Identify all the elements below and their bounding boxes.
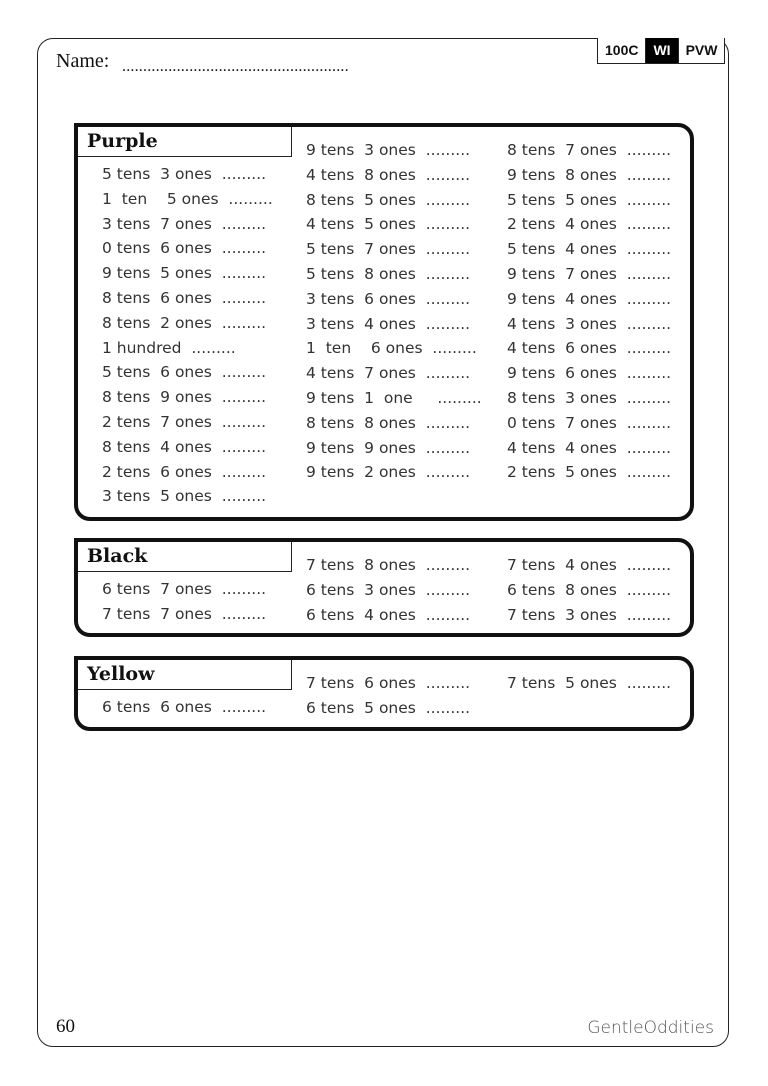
problem-item[interactable]: 3 tens 7 ones ......... [102,214,267,233]
problem-item[interactable]: 9 tens 4 ones ......... [507,289,672,308]
problem-item[interactable]: 2 tens 5 ones ......... [507,463,672,482]
problem-item[interactable]: 9 tens 7 ones ......... [507,265,672,283]
problem-item[interactable]: 2 tens 6 ones ......... [102,462,267,481]
problem-item[interactable]: 6 tens 3 ones ......... [306,580,471,599]
problem-item[interactable]: 8 tens 5 ones ......... [306,190,471,209]
section-black [74,538,694,637]
tag-wi: WI [645,38,677,63]
problem-item[interactable]: 0 tens 7 ones ......... [507,413,672,432]
problem-item[interactable]: 6 tens 8 ones ......... [507,580,672,599]
problem-item[interactable]: 1 ten 5 ones ......... [102,189,273,208]
problem-item[interactable]: 3 tens 6 ones ......... [306,289,471,308]
problem-item[interactable]: 6 tens 4 ones ......... [306,605,471,624]
problem-item[interactable]: 1 hundred ......... [102,338,236,357]
problem-item[interactable]: 8 tens 4 ones ......... [102,437,267,456]
problem-item[interactable]: 6 tens 7 ones ......... [102,580,267,598]
problem-item[interactable]: 7 tens 8 ones ......... [306,556,471,574]
problem-item[interactable]: 8 tens 7 ones ......... [507,141,672,159]
name-label: Name: [56,50,110,72]
problem-item[interactable]: 9 tens 8 ones ......... [507,165,672,184]
problem-item[interactable]: 7 tens 6 ones ......... [306,674,471,692]
problem-item[interactable]: 8 tens 6 ones ......... [102,289,267,307]
problem-item[interactable]: 2 tens 7 ones ......... [102,413,267,431]
problem-item[interactable]: 7 tens 7 ones ......... [102,604,267,623]
problem-item[interactable]: 8 tens 2 ones ......... [102,313,267,332]
problem-item[interactable]: 1 ten 6 ones ......... [306,339,477,358]
section-yellow [74,656,694,731]
problem-item[interactable]: 4 tens 4 ones ......... [507,438,672,457]
problem-item[interactable]: 0 tens 6 ones ......... [102,239,267,258]
section-title: Yellow [78,660,292,690]
problem-item[interactable]: 9 tens 1 one ......... [306,389,482,407]
tag-100c: 100C [605,42,639,58]
problem-item[interactable]: 8 tens 9 ones ......... [102,388,267,407]
problem-item[interactable]: 3 tens 4 ones ......... [306,314,471,333]
name-input-line[interactable]: ...................................................... [122,58,349,75]
problem-item[interactable]: 2 tens 4 ones ......... [507,215,672,234]
problem-item[interactable]: 3 tens 5 ones ......... [102,487,267,506]
problem-item[interactable]: 4 tens 3 ones ......... [507,314,672,333]
problem-item[interactable]: 5 tens 7 ones ......... [306,240,471,259]
problem-item[interactable]: 5 tens 8 ones ......... [306,265,471,283]
problem-item[interactable]: 4 tens 5 ones ......... [306,215,471,234]
section-title: Black [78,542,292,572]
problem-item[interactable]: 9 tens 3 ones ......... [306,141,471,159]
section-purple [74,123,694,521]
problem-item[interactable]: 9 tens 9 ones ......... [306,438,471,457]
problem-item[interactable]: 6 tens 5 ones ......... [306,698,471,717]
problem-item[interactable]: 4 tens 6 ones ......... [507,339,672,358]
level-tags [597,38,725,64]
tag-pvw: PVW [678,38,725,63]
problem-item[interactable]: 7 tens 5 ones ......... [507,674,672,692]
problem-item[interactable]: 9 tens 2 ones ......... [306,463,471,482]
problem-item[interactable]: 9 tens 6 ones ......... [507,364,672,383]
problem-item[interactable]: 4 tens 8 ones ......... [306,165,471,184]
problem-item[interactable]: 8 tens 8 ones ......... [306,413,471,432]
problem-item[interactable]: 6 tens 6 ones ......... [102,698,267,716]
problem-item[interactable]: 7 tens 4 ones ......... [507,556,672,574]
problem-item[interactable]: 5 tens 6 ones ......... [102,363,267,382]
problem-item[interactable]: 5 tens 3 ones ......... [102,165,267,183]
section-title: Purple [78,127,292,157]
problem-item[interactable]: 4 tens 7 ones ......... [306,364,471,383]
problem-item[interactable]: 8 tens 3 ones ......... [507,389,672,407]
page-number: 60 [56,1016,75,1037]
brand-logo: GentleOddities [587,1018,714,1038]
problem-item[interactable]: 9 tens 5 ones ......... [102,264,267,283]
problem-item[interactable]: 7 tens 3 ones ......... [507,605,672,624]
problem-item[interactable]: 5 tens 4 ones ......... [507,240,672,259]
problem-item[interactable]: 5 tens 5 ones ......... [507,190,672,209]
